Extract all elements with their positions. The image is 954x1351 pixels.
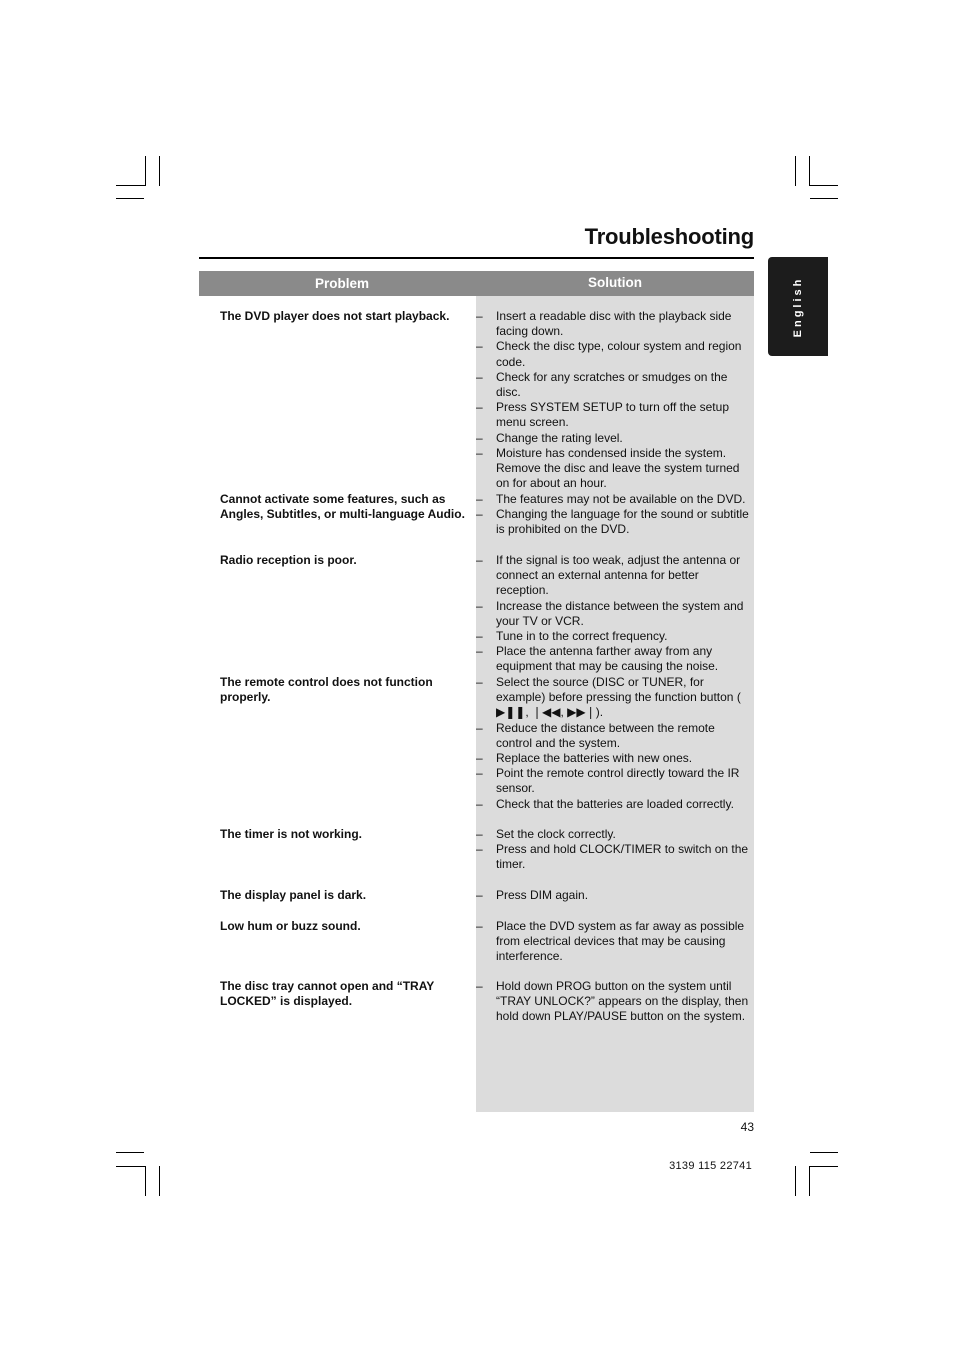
crop-mark	[116, 185, 146, 186]
solution-item: – Set the clock correctly.	[476, 827, 754, 842]
solution-item: – Place the DVD system as far away as possible from electrical devices that may be causing interference.	[476, 919, 754, 965]
solution-list	[476, 553, 754, 675]
crop-mark	[809, 185, 838, 186]
solution-item: – Reduce the distance between the remote control and the system.	[476, 721, 754, 751]
solution-item: – Replace the batteries with new ones.	[476, 751, 754, 766]
problem-text: The timer is not working.	[220, 827, 363, 841]
crop-mark	[145, 1166, 146, 1196]
solution-item: – Hold down PROG button on the system until “TRAY UNLOCK?” appears on the display, then hold down PLAY/PAUSE button on the system.	[476, 979, 754, 1025]
solution-item: – Press SYSTEM SETUP to turn off the setup menu screen.	[476, 400, 754, 430]
crop-mark	[159, 156, 160, 186]
problem-text: The disc tray cannot open and “TRAY LOCKED” is displayed.	[220, 979, 435, 1009]
header-problem: Problem	[314, 276, 369, 291]
language-tab-label: English	[792, 276, 804, 337]
problem-text: The DVD player does not start playback.	[220, 309, 450, 323]
solution-item: – Changing the language for the sound or subtitle is prohibited on the DVD.	[476, 507, 754, 537]
problem-text: Low hum or buzz sound.	[220, 919, 361, 933]
page-title: Troubleshooting	[584, 224, 754, 249]
problem-text: Cannot activate some features, such as Angles, Subtitles, or multi-language Audio.	[220, 492, 465, 522]
solution-list	[476, 827, 754, 873]
crop-mark	[116, 1152, 144, 1153]
table-header	[199, 271, 754, 296]
solution-item: – The features may not be available on the DVD.	[476, 492, 754, 507]
solution-item: – Place the antenna farther away from any equipment that may be causing the noise.	[476, 644, 754, 674]
solution-list	[476, 979, 754, 1025]
title-rule	[199, 257, 754, 259]
solution-item: – Check that the batteries are loaded correctly.	[476, 797, 754, 812]
solution-item: – Change the rating level.	[476, 431, 754, 446]
solution-item: – Select the source (DISC or TUNER, for example) before pressing the function button ( ▶❚❚, ❘◀◀, ▶▶❘).	[476, 675, 754, 721]
language-tab	[768, 257, 828, 356]
crop-mark	[809, 1166, 838, 1167]
crop-mark	[159, 1166, 160, 1196]
solution-list	[476, 492, 754, 538]
solution-item: – Press DIM again.	[476, 888, 754, 903]
solution-item: – Press and hold CLOCK/TIMER to switch on the timer.	[476, 842, 754, 872]
solution-item: – Increase the distance between the system and your TV or VCR.	[476, 599, 754, 629]
crop-mark	[795, 1166, 796, 1196]
crop-mark	[810, 1152, 838, 1153]
header-solution: Solution	[588, 275, 642, 290]
crop-mark	[810, 198, 838, 199]
solution-item: – Insert a readable disc with the playback side facing down.	[476, 309, 754, 339]
solution-item: – If the signal is too weak, adjust the antenna or connect an external antenna for better reception.	[476, 553, 754, 599]
crop-mark	[116, 1166, 146, 1167]
document-code: 3139 115 22741	[669, 1160, 752, 1172]
solution-item: – Check for any scratches or smudges on the disc.	[476, 370, 754, 400]
problem-text: The display panel is dark.	[220, 888, 367, 902]
solution-item: – Moisture has condensed inside the system. Remove the disc and leave the system turned on for about an hour.	[476, 446, 754, 492]
crop-mark	[795, 156, 796, 186]
page-number: 43	[740, 1120, 754, 1134]
crop-mark	[809, 156, 810, 186]
solution-list	[476, 888, 754, 903]
solution-list	[476, 919, 754, 965]
solution-item: – Check the disc type, colour system and region code.	[476, 339, 754, 369]
crop-mark	[145, 156, 146, 186]
problem-text: Radio reception is poor.	[220, 553, 357, 567]
crop-mark	[116, 198, 144, 199]
solution-item: – Point the remote control directly toward the IR sensor.	[476, 766, 754, 796]
problem-text: The remote control does not function properly.	[220, 675, 433, 705]
solution-list	[476, 675, 754, 812]
solution-item: – Tune in to the correct frequency.	[476, 629, 754, 644]
solution-list	[476, 309, 754, 491]
crop-mark	[809, 1166, 810, 1196]
